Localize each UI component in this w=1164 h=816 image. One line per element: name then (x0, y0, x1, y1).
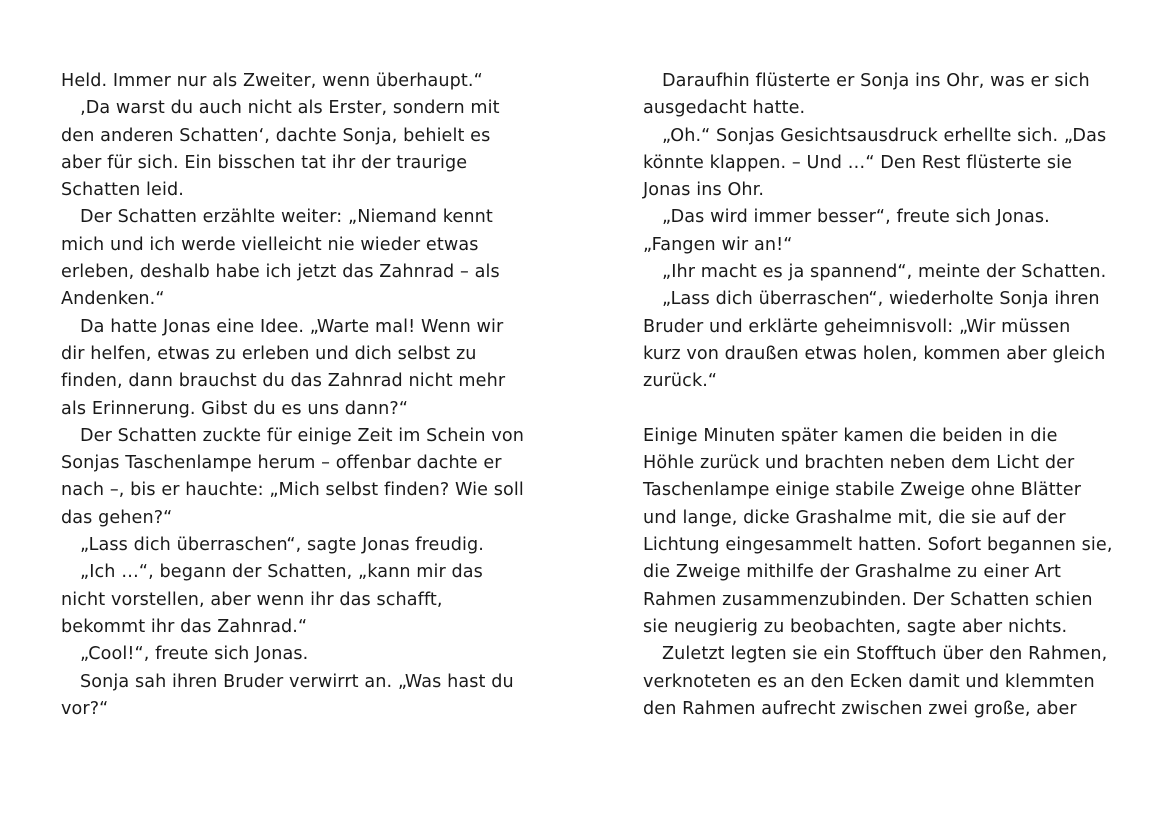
text-line: dir helfen, etwas zu erleben und dich selbst zu (61, 343, 477, 364)
text-line: könnte klappen. – Und …“ Den Rest flüsterte sie (643, 152, 1073, 173)
text-line: verknoteten es an den Ecken damit und klemmten (643, 671, 1095, 692)
text-line: nicht vorstellen, aber wenn ihr das schafft, (61, 589, 443, 610)
text-line: „Das wird immer besser“, freute sich Jonas. (662, 207, 1050, 228)
text-line: ‚Da warst du auch nicht als Erster, sondern mit (80, 98, 500, 119)
text-line: nach –, bis er hauchte: „Mich selbst finden? Wie soll (61, 480, 524, 501)
text-line: Sonja sah ihren Bruder verwirrt an. „Was hast du (80, 671, 514, 692)
text-line: Andenken.“ (61, 289, 165, 310)
right-page (643, 68, 1118, 723)
text-line: den anderen Schatten‘, dachte Sonja, behielt es (61, 125, 491, 146)
text-line: mich und ich werde vielleicht nie wieder etwas (61, 234, 479, 255)
text-line: das gehen?“ (61, 507, 173, 528)
text-line: Taschenlampe einige stabile Zweige ohne Blätter (643, 480, 1082, 501)
text-line: Der Schatten erzählte weiter: „Niemand kennt (80, 207, 493, 228)
text-line: sie neugierig zu beobachten, sagte aber nichts. (643, 616, 1068, 637)
text-line: zurück.“ (643, 371, 718, 392)
text-line: finden, dann brauchst du das Zahnrad nicht mehr (61, 371, 506, 392)
text-line: „Fangen wir an!“ (643, 234, 793, 255)
text-line: „Lass dich überraschen“, sagte Jonas freudig. (80, 535, 484, 556)
text-line: und lange, dicke Grashalme mit, die sie auf der (643, 507, 1066, 528)
text-line: „Lass dich überraschen“, wiederholte Sonja ihren (662, 289, 1100, 310)
text-line: Sonjas Taschenlampe herum – offenbar dachte er (61, 453, 502, 474)
text-line: aber für sich. Ein bisschen tat ihr der traurige (61, 152, 468, 173)
text-line: Zuletzt legten sie ein Stofftuch über den Rahmen, (662, 644, 1108, 665)
text-line: den Rahmen aufrecht zwischen zwei große, aber (643, 698, 1077, 719)
text-line: „Ich …“, begann der Schatten, „kann mir das (80, 562, 483, 583)
text-line: Daraufhin flüsterte er Sonja ins Ohr, was er sich (662, 71, 1090, 91)
text-line (643, 396, 1118, 423)
text-line: Rahmen zusammenzubinden. Der Schatten schien (643, 589, 1093, 610)
text-line: „Cool!“, freute sich Jonas. (80, 644, 309, 665)
text-line: bekommt ihr das Zahnrad.“ (61, 616, 308, 637)
left-page (61, 68, 536, 723)
text-line: „Ihr macht es ja spannend“, meinte der Schatten. (662, 262, 1107, 283)
text-line: vor?“ (61, 698, 109, 719)
text-line: Der Schatten zuckte für einige Zeit im Schein von (80, 425, 524, 446)
text-line: erleben, deshalb habe ich jetzt das Zahnrad – als (61, 262, 500, 283)
text-line: Höhle zurück und brachten neben dem Licht der (643, 453, 1075, 474)
text-line: Schatten leid. (61, 180, 184, 201)
text-line: Lichtung eingesammelt hatten. Sofort begannen sie, (643, 535, 1113, 556)
text-line: Bruder und erklärte geheimnisvoll: „Wir müssen (643, 316, 1071, 337)
text-line: Da hatte Jonas eine Idee. „Warte mal! Wenn wir (80, 316, 504, 337)
text-line: ausgedacht hatte. (643, 98, 806, 119)
text-line: „Oh.“ Sonjas Gesichtsausdruck erhellte sich. „Das (662, 125, 1107, 146)
text-line: die Zweige mithilfe der Grashalme zu einer Art (643, 562, 1061, 583)
text-line: Einige Minuten später kamen die beiden in die (643, 425, 1058, 446)
text-line: Held. Immer nur als Zweiter, wenn überhaupt.“ (61, 71, 483, 91)
text-line: als Erinnerung. Gibst du es uns dann?“ (61, 398, 409, 419)
text-line: Jonas ins Ohr. (643, 180, 765, 201)
text-line: kurz von draußen etwas holen, kommen aber gleich (643, 343, 1106, 364)
